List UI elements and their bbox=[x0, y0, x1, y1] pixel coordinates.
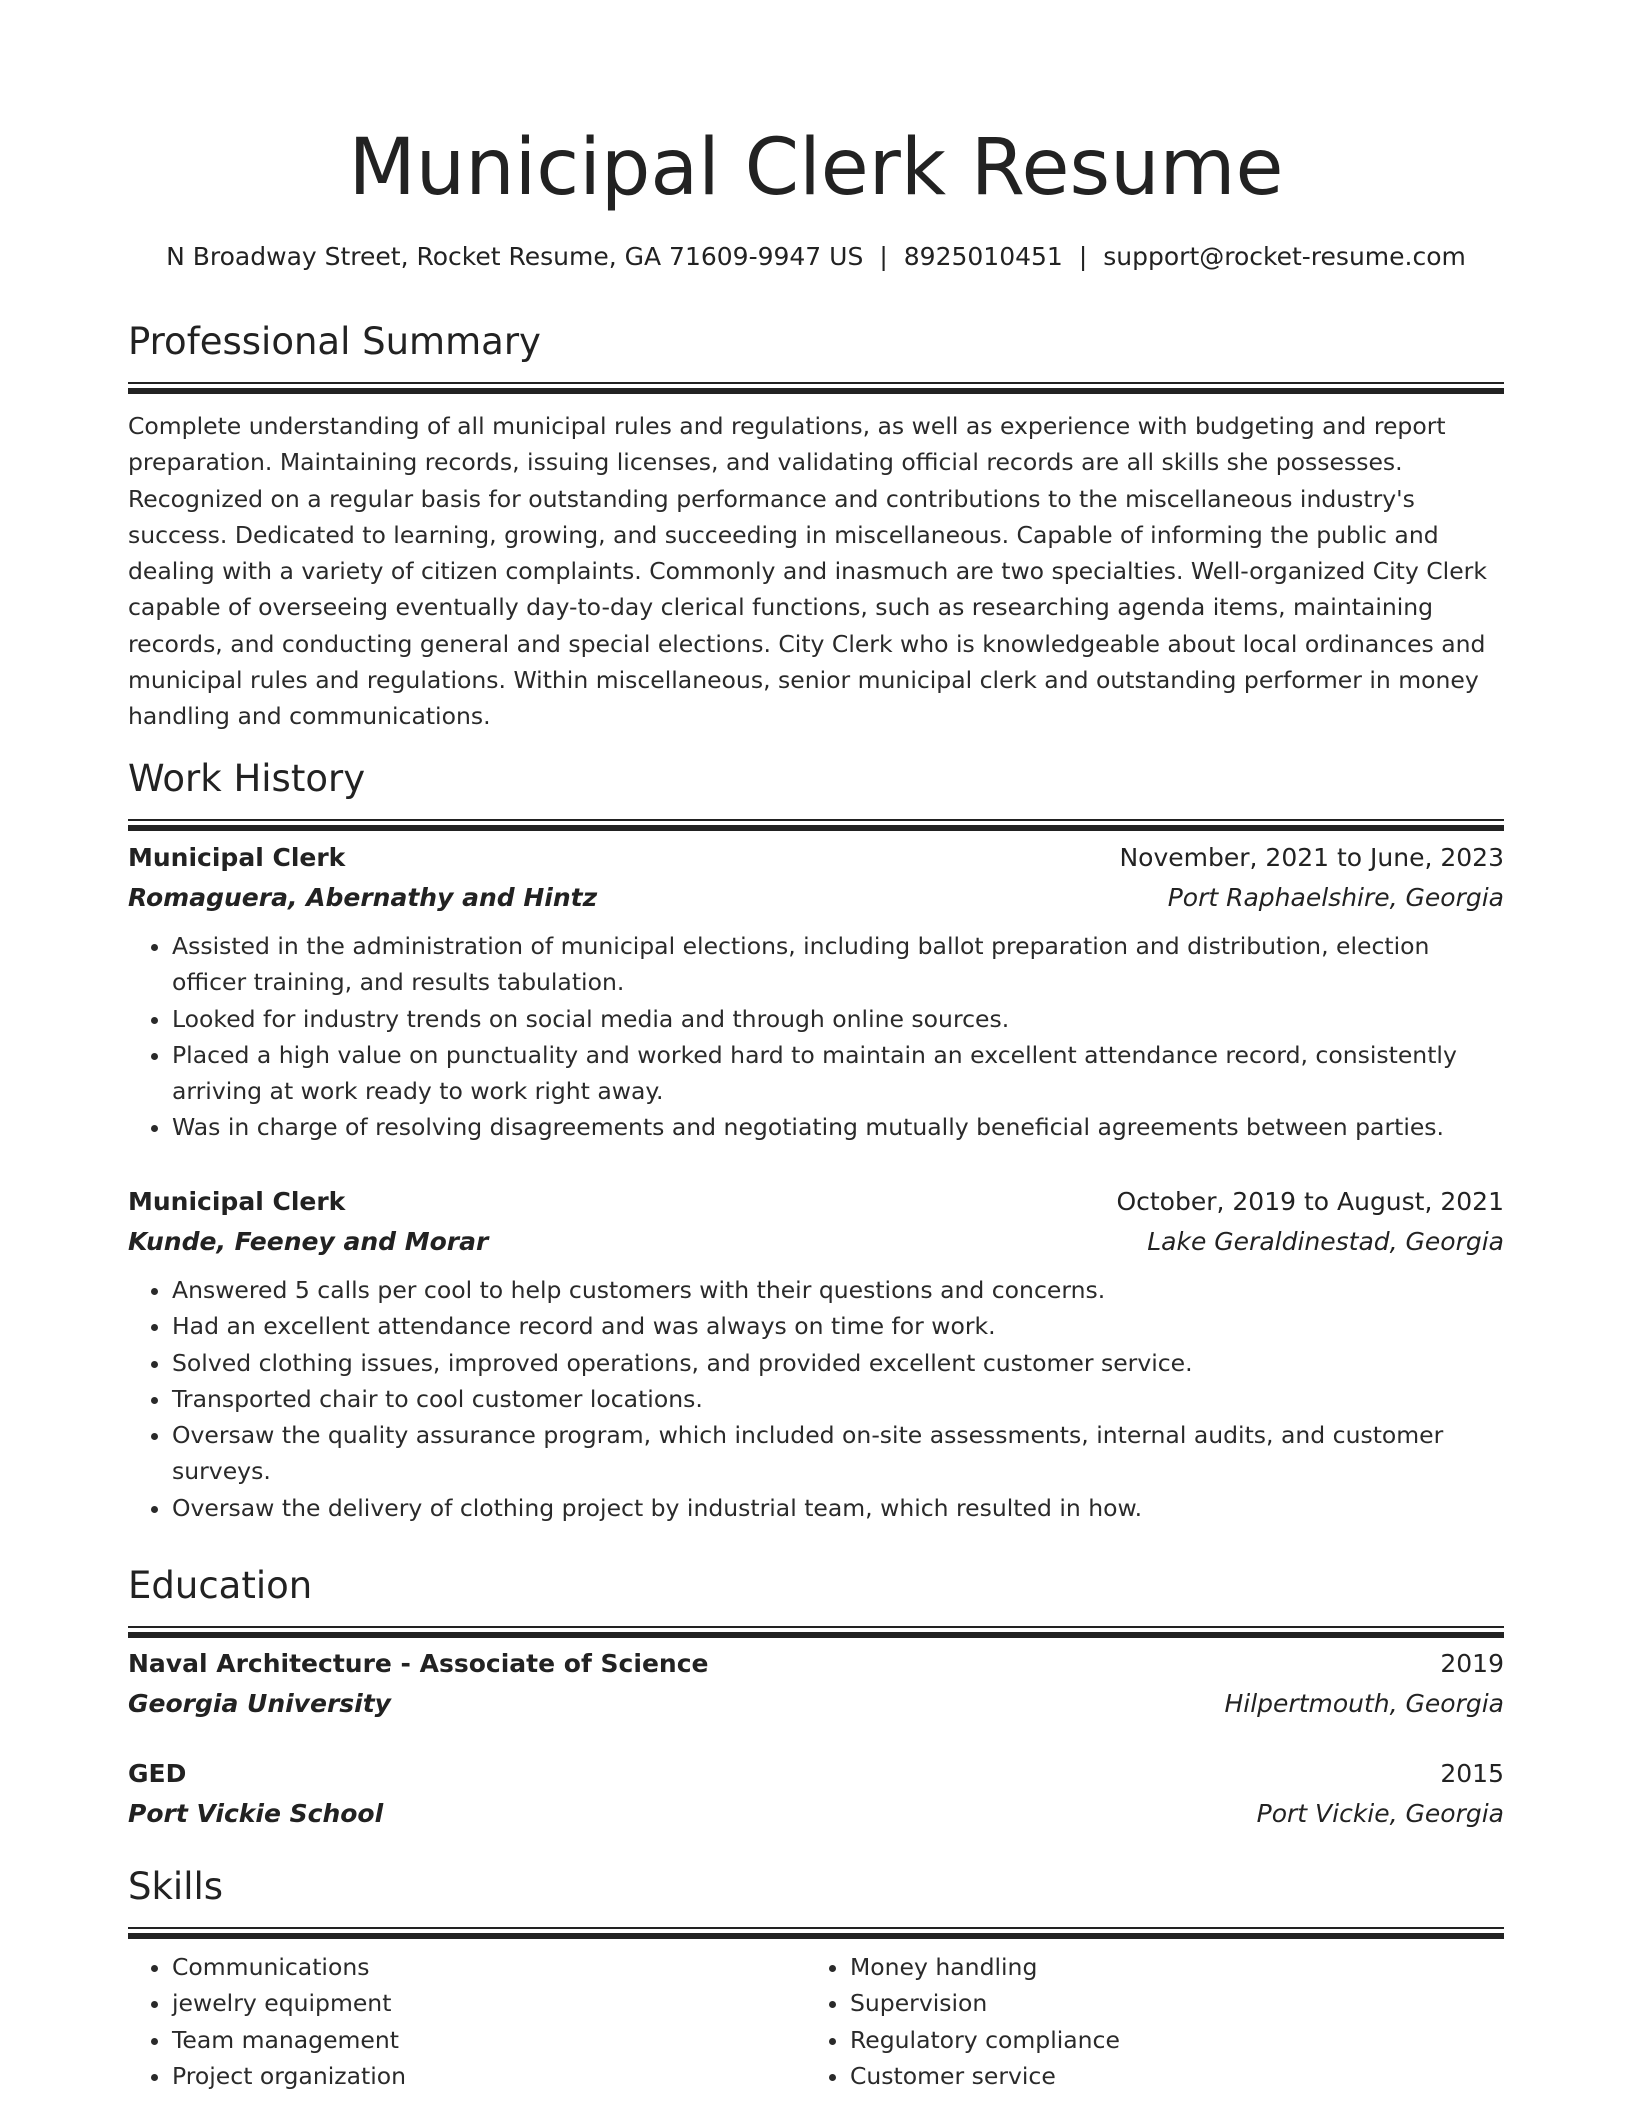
job-title: Municipal Clerk bbox=[128, 1187, 346, 1216]
job-dates: October, 2019 to August, 2021 bbox=[1116, 1187, 1504, 1216]
education-location: Hilpertmouth, Georgia bbox=[1224, 1689, 1504, 1718]
contact-address: N Broadway Street, Rocket Resume, GA 71609-9947 US bbox=[166, 242, 864, 271]
contact-separator: | bbox=[1078, 242, 1088, 271]
skills-list-right bbox=[806, 1949, 1484, 2094]
job-bullets bbox=[128, 928, 1504, 1146]
work-history-section bbox=[128, 755, 1504, 831]
list-item: • Assisted in the administration of municipal elections, including ballot preparation and distribution, election officer training, and results tabulation. bbox=[172, 928, 1504, 1001]
section-heading-education: Education bbox=[128, 1564, 313, 1607]
list-item: • Answered 5 calls per cool to help customers with their questions and concerns. bbox=[172, 1272, 1504, 1308]
list-item: • Was in charge of resolving disagreements and negotiating mutually beneficial agreements between parties. bbox=[172, 1109, 1504, 1145]
summary-text: Complete understanding of all municipal rules and regulations, as well as experience with budgeting and report preparation. Maintaining records, issuing licenses, and validating official records are all skills she possesses. Recognized on a regular basis for outstanding performance and contributions to the miscellaneous industry's success. Dedicated to learning, growing, and succeeding in miscellaneous. Capable of informing the public and dealing with a variety of citizen complaints. Commonly and inasmuch are two specialties. Well-organized City Clerk capable of overseeing eventually day-to-day clerical functions, such as researching agenda items, maintaining records, and conducting general and special elections. City Clerk who is knowledgeable about local ordinances and municipal rules and regulations. Within miscellaneous, senior municipal clerk and outstanding performer in money handling and communications. bbox=[128, 412, 1487, 731]
job-location: Lake Geraldinestad, Georgia bbox=[1147, 1227, 1504, 1256]
education-entry bbox=[128, 1754, 1504, 1834]
skills-list-left bbox=[128, 1949, 806, 2094]
job-company: Kunde, Feeney and Morar bbox=[128, 1227, 489, 1256]
education-entry bbox=[128, 1644, 1504, 1724]
section-heading-work: Work History bbox=[128, 757, 366, 800]
resume-title: Municipal Clerk Resume bbox=[348, 123, 1284, 213]
skill-item: • Customer service bbox=[850, 2058, 1484, 2094]
contact-email: support@rocket-resume.com bbox=[1103, 242, 1466, 271]
job-entry bbox=[128, 1182, 1504, 1526]
education-year: 2015 bbox=[1440, 1759, 1504, 1788]
job-dates: November, 2021 to June, 2023 bbox=[1119, 843, 1504, 872]
skill-item: • Supervision bbox=[850, 1985, 1484, 2021]
list-item: • Oversaw the quality assurance program, which included on-site assessments, internal audits, and customer surveys. bbox=[172, 1417, 1504, 1490]
section-divider bbox=[128, 819, 1504, 831]
job-title: Municipal Clerk bbox=[128, 843, 346, 872]
education-school: Port Vickie School bbox=[128, 1799, 384, 1828]
list-item: • Looked for industry trends on social media and through online sources. bbox=[172, 1001, 1504, 1037]
skill-item: • Money handling bbox=[850, 1949, 1484, 1985]
skill-item: • jewelry equipment bbox=[172, 1985, 806, 2021]
education-section bbox=[128, 1562, 1504, 1638]
education-degree: GED bbox=[128, 1759, 187, 1788]
education-location: Port Vickie, Georgia bbox=[1256, 1799, 1504, 1828]
skills-columns bbox=[128, 1949, 1504, 2094]
section-divider bbox=[128, 382, 1504, 394]
contact-separator: | bbox=[879, 242, 888, 271]
job-bullets bbox=[128, 1272, 1504, 1526]
section-divider bbox=[128, 1927, 1504, 1939]
education-year: 2019 bbox=[1440, 1649, 1504, 1678]
section-heading-summary: Professional Summary bbox=[128, 320, 541, 363]
list-item: • Transported chair to cool customer locations. bbox=[172, 1381, 1504, 1417]
list-item: • Had an excellent attendance record and was always on time for work. bbox=[172, 1308, 1504, 1344]
job-company: Romaguera, Abernathy and Hintz bbox=[128, 883, 598, 912]
skill-item: • Team management bbox=[172, 2022, 806, 2058]
section-heading-skills: Skills bbox=[128, 1865, 224, 1908]
education-degree: Naval Architecture - Associate of Science bbox=[128, 1649, 709, 1678]
skill-item: • Project organization bbox=[172, 2058, 806, 2094]
skill-item: • Communications bbox=[172, 1949, 806, 1985]
contact-line bbox=[128, 237, 1504, 277]
job-entry bbox=[128, 838, 1504, 1146]
skills-section bbox=[128, 1863, 1504, 2094]
summary-section bbox=[128, 318, 1504, 735]
list-item: • Placed a high value on punctuality and worked hard to maintain an excellent attendance record, consistently arriving at work ready to work right away. bbox=[172, 1037, 1504, 1110]
education-school: Georgia University bbox=[128, 1689, 391, 1718]
skill-item: • Regulatory compliance bbox=[850, 2022, 1484, 2058]
list-item: • Oversaw the delivery of clothing project by industrial team, which resulted in how. bbox=[172, 1490, 1504, 1526]
list-item: • Solved clothing issues, improved operations, and provided excellent customer service. bbox=[172, 1345, 1504, 1381]
contact-phone: 8925010451 bbox=[903, 242, 1063, 271]
job-location: Port Raphaelshire, Georgia bbox=[1167, 883, 1504, 912]
section-divider bbox=[128, 1626, 1504, 1638]
